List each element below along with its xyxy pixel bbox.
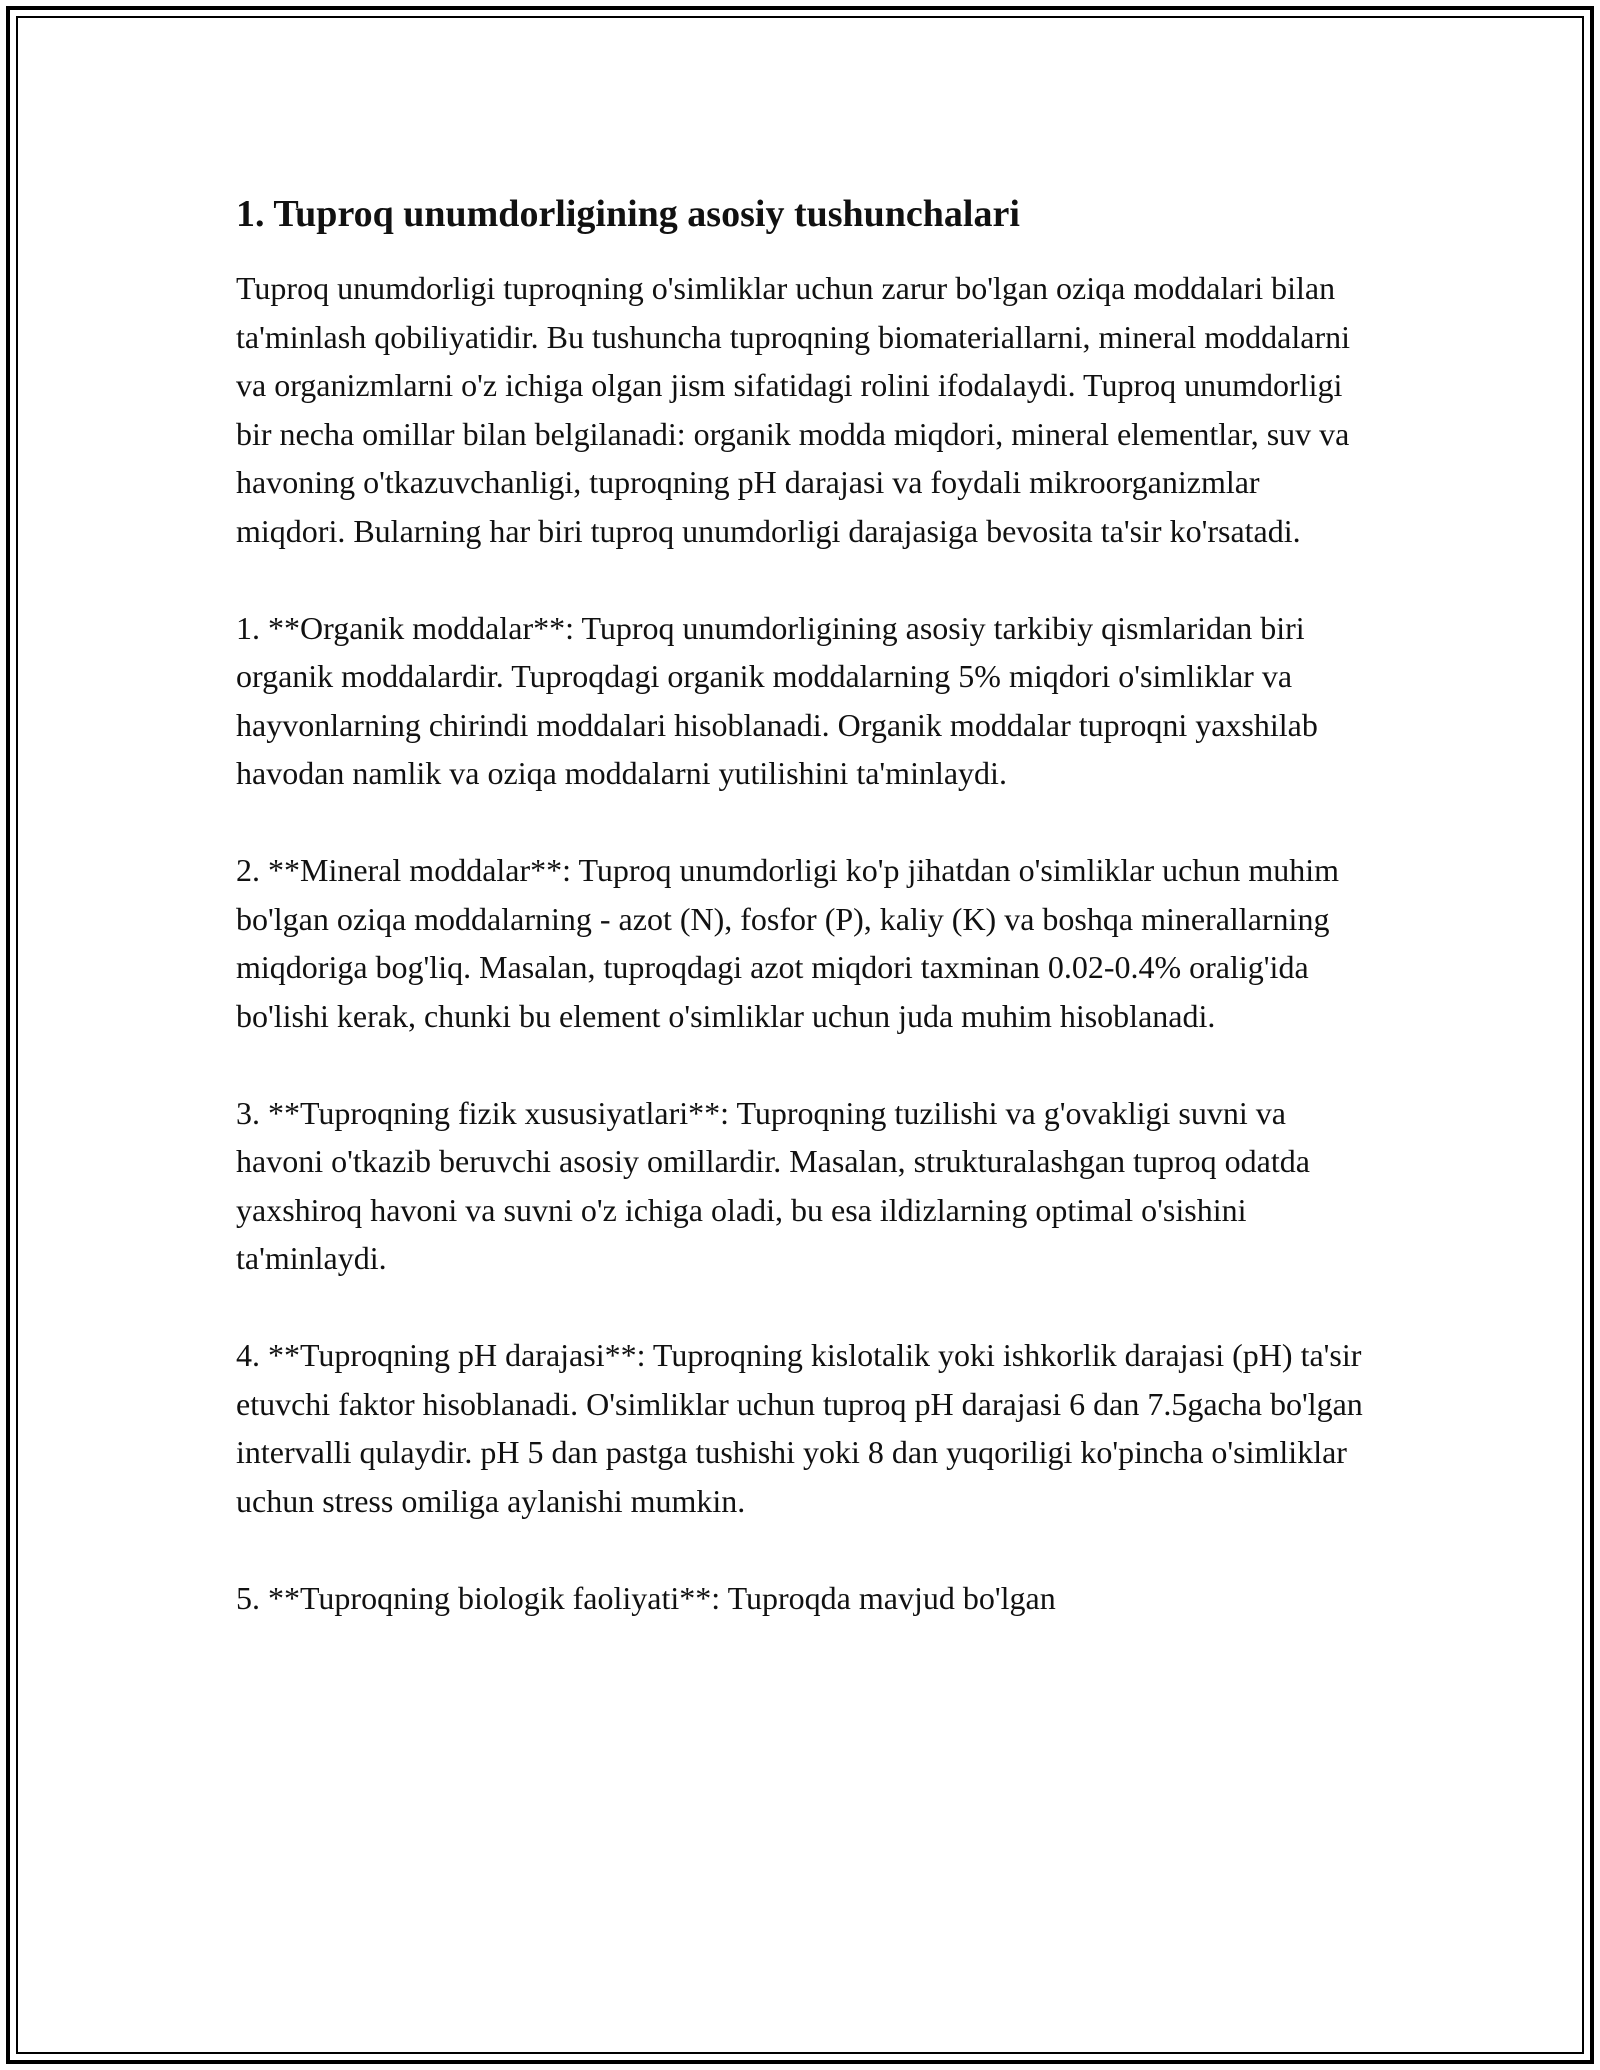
paragraph-mineral-matter: 2. **Mineral moddalar**: Tuproq unumdorligi ko'p jihatdan o'simliklar uchun muhim bo'lgan oziqa moddalarning - azot (N), fosfor (P), kaliy (K) va boshqa minerallarning miqdoriga bog'liq. Masalan, tuproqdagi azot miqdori taxminan 0.02-0.4% oralig'ida bo'lishi kerak, chunki bu element o'simliklar uchun juda muhim hisoblanadi. [236,852,1339,1034]
section-heading: 1. Tuproq unumdorligining asosiy tushunchalari [236,193,1020,235]
paragraph-organic-matter: 1. **Organik moddalar**: Tuproq unumdorligining asosiy tarkibiy qismlaridan biri organik moddalardir. Tuproqdagi organik moddalarning 5% miqdori o'simliklar va hayvonlarning chirindi moddalari hisoblanadi. Organik moddalar tuproqni yaxshilab havodan namlik va oziqa moddalarni yutilishini ta'minlaydi. [236,609,1318,791]
paragraph-biological-activity: 5. **Tuproqning biologik faoliyati**: Tuproqda mavjud bo'lgan [236,1579,1056,1616]
paragraph-physical-properties: 3. **Tuproqning fizik xususiyatlari**: Tuproqning tuzilishi va g'ovakligi suvni va havoni o'tkazib beruvchi asosiy omillardir. Masalan, strukturalashgan tuproq odatda yaxshiroq havoni va suvni o'z ichiga oladi, bu esa ildizlarning optimal o'sishini ta'minlaydi. [236,1094,1310,1276]
paragraph-ph-level: 4. **Tuproqning pH darajasi**: Tuproqning kislotalik yoki ishkorlik darajasi (pH) ta'sir etuvchi faktor hisoblanadi. O'simliklar uchun tuproq pH darajasi 6 dan 7.5gacha bo'lgan intervalli qulaydir. pH 5 dan pastga tushishi yoki 8 dan yuqoriligi ko'pincha o'simliklar uchun stress omiliga aylanishi mumkin. [236,1337,1363,1519]
intro-paragraph: Tuproq unumdorligi tuproqning o'simliklar uchun zarur bo'lgan oziqa moddalari bilan ta'minlash qobiliyatidir. Bu tushuncha tuproqning biomateriallarni, mineral moddalarni va organizmlarni o'z ichiga olgan jism sifatidagi rolini ifodalaydi. Tuproq unumdorligi bir necha omillar bilan belgilanadi: organik modda miqdori, mineral elementlar, suv va havoning o'tkazuvchanligi, tuproqning pH darajasi va foydali mikroorganizmlar miqdori. Bularning har biri tuproq unumdorligi darajasiga bevosita ta'sir ko'rsatadi. [236,270,1350,549]
document-body [236,188,1376,1622]
